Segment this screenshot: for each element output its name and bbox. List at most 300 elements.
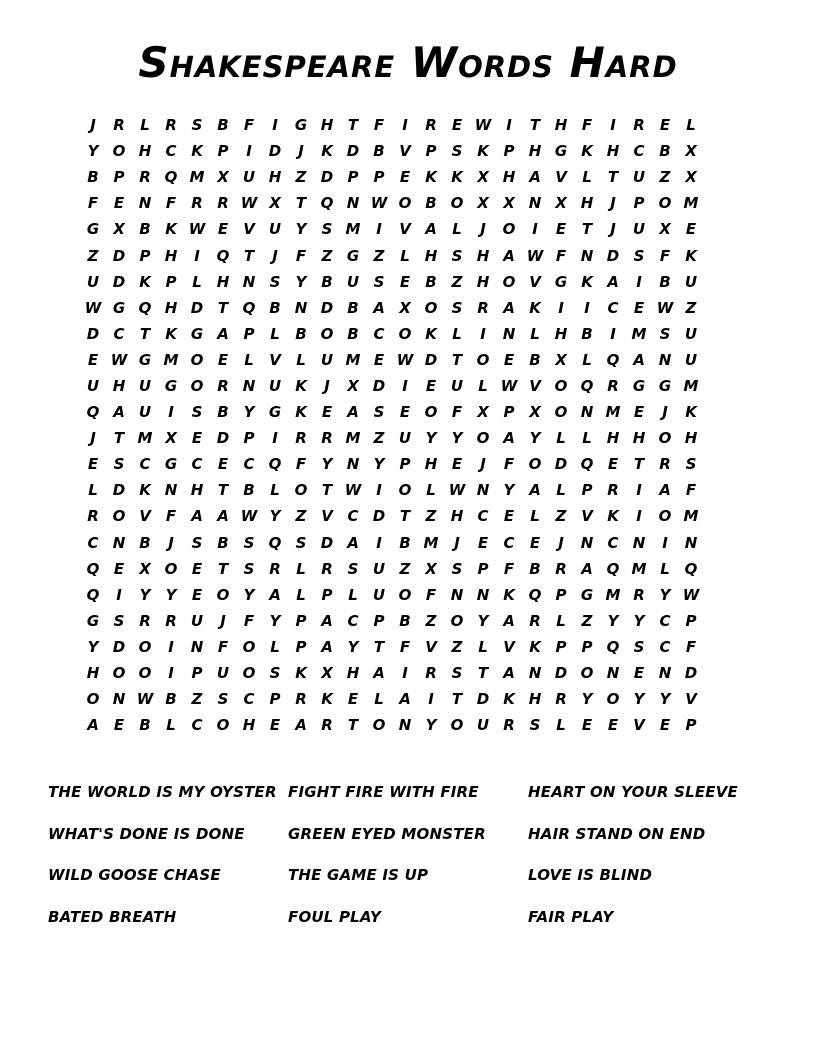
grid-letter[interactable]: F [425, 585, 437, 604]
grid-letter[interactable]: F [295, 246, 307, 265]
grid-letter[interactable]: V [555, 168, 567, 187]
grid-letter[interactable]: H [112, 376, 126, 395]
grid-letter[interactable]: O [424, 403, 438, 422]
grid-letter[interactable]: S [451, 142, 463, 161]
grid-letter[interactable]: C [607, 298, 619, 317]
grid-letter[interactable]: O [554, 376, 568, 395]
grid-letter[interactable]: Y [581, 690, 593, 709]
grid-letter[interactable]: N [502, 324, 516, 343]
grid-letter[interactable]: E [191, 585, 203, 604]
grid-letter[interactable]: E [477, 533, 489, 552]
grid-letter[interactable]: R [191, 194, 203, 213]
grid-letter[interactable]: B [659, 272, 671, 291]
grid-letter[interactable]: N [476, 585, 490, 604]
grid-letter[interactable]: A [373, 664, 385, 683]
grid-letter[interactable]: J [90, 116, 96, 135]
grid-letter[interactable]: U [268, 376, 282, 395]
grid-letter[interactable]: Y [243, 585, 255, 604]
grid-letter[interactable]: W [188, 220, 206, 239]
grid-letter[interactable]: U [216, 664, 230, 683]
grid-letter[interactable]: N [580, 533, 594, 552]
grid-letter[interactable]: K [321, 142, 333, 161]
grid-letter[interactable]: C [113, 324, 125, 343]
grid-letter[interactable]: K [191, 142, 203, 161]
grid-letter[interactable]: F [503, 455, 515, 474]
grid-letter[interactable]: E [87, 455, 99, 474]
grid-letter[interactable]: L [192, 272, 202, 291]
grid-letter[interactable]: D [112, 481, 126, 500]
grid-letter[interactable]: N [528, 194, 542, 213]
grid-letter[interactable]: X [321, 664, 333, 683]
grid-letter[interactable]: V [139, 507, 151, 526]
grid-letter[interactable]: O [190, 376, 204, 395]
grid-letter[interactable]: C [503, 533, 515, 552]
grid-letter[interactable]: Z [425, 507, 437, 526]
grid-letter[interactable]: S [269, 272, 281, 291]
grid-letter[interactable]: X [477, 403, 489, 422]
grid-letter[interactable]: M [683, 194, 699, 213]
grid-letter[interactable]: C [347, 611, 359, 630]
grid-letter[interactable]: R [321, 559, 333, 578]
grid-letter[interactable]: S [295, 533, 307, 552]
grid-letter[interactable]: O [242, 637, 256, 656]
grid-letter[interactable]: N [658, 350, 672, 369]
grid-letter[interactable]: O [424, 298, 438, 317]
grid-letter[interactable]: M [631, 559, 647, 578]
grid-letter[interactable]: R [555, 559, 567, 578]
grid-letter[interactable]: U [372, 585, 386, 604]
grid-letter[interactable]: E [217, 220, 229, 239]
grid-letter[interactable]: S [451, 664, 463, 683]
grid-letter[interactable]: I [246, 142, 252, 161]
grid-letter[interactable]: B [425, 194, 437, 213]
grid-letter[interactable]: G [112, 298, 126, 317]
grid-letter[interactable]: D [372, 376, 386, 395]
grid-letter[interactable]: T [607, 168, 619, 187]
grid-letter[interactable]: P [243, 324, 255, 343]
grid-letter[interactable]: U [632, 220, 646, 239]
grid-letter[interactable]: I [376, 481, 382, 500]
grid-letter[interactable]: L [582, 350, 592, 369]
grid-letter[interactable]: N [450, 585, 464, 604]
grid-letter[interactable]: I [662, 533, 668, 552]
grid-letter[interactable]: D [320, 533, 334, 552]
grid-letter[interactable]: J [558, 533, 564, 552]
grid-letter[interactable]: P [347, 168, 359, 187]
grid-letter[interactable]: G [86, 220, 100, 239]
grid-letter[interactable]: V [399, 142, 411, 161]
grid-letter[interactable]: C [659, 611, 671, 630]
grid-letter[interactable]: X [477, 168, 489, 187]
grid-letter[interactable]: L [400, 246, 410, 265]
grid-letter[interactable]: K [503, 585, 515, 604]
grid-letter[interactable]: N [684, 533, 698, 552]
grid-letter[interactable]: F [243, 611, 255, 630]
grid-letter[interactable]: Q [528, 585, 542, 604]
grid-letter[interactable]: E [529, 533, 541, 552]
grid-letter[interactable]: V [685, 690, 697, 709]
grid-letter[interactable]: J [610, 194, 616, 213]
grid-letter[interactable]: D [112, 246, 126, 265]
grid-letter[interactable]: C [373, 324, 385, 343]
grid-letter[interactable]: R [529, 611, 541, 630]
grid-letter[interactable]: K [503, 690, 515, 709]
grid-letter[interactable]: H [424, 246, 438, 265]
grid-letter[interactable]: D [112, 272, 126, 291]
grid-letter[interactable]: L [686, 116, 696, 135]
grid-letter[interactable]: K [685, 246, 697, 265]
grid-letter[interactable]: S [373, 403, 385, 422]
grid-letter[interactable]: P [503, 403, 515, 422]
grid-letter[interactable]: U [476, 716, 490, 735]
grid-letter[interactable]: E [503, 507, 515, 526]
grid-letter[interactable]: R [607, 376, 619, 395]
grid-letter[interactable]: V [529, 272, 541, 291]
grid-letter[interactable]: J [480, 455, 486, 474]
grid-letter[interactable]: N [658, 664, 672, 683]
grid-letter[interactable]: I [272, 116, 278, 135]
grid-letter[interactable]: X [139, 559, 151, 578]
grid-letter[interactable]: K [139, 481, 151, 500]
grid-letter[interactable]: U [346, 272, 360, 291]
grid-letter[interactable]: J [454, 533, 460, 552]
grid-letter[interactable]: O [658, 194, 672, 213]
grid-letter[interactable]: Q [580, 376, 594, 395]
grid-letter[interactable]: S [529, 716, 541, 735]
grid-letter[interactable]: G [268, 403, 282, 422]
grid-letter[interactable]: N [632, 533, 646, 552]
grid-letter[interactable]: G [580, 585, 594, 604]
grid-letter[interactable]: P [269, 690, 281, 709]
grid-letter[interactable]: O [138, 664, 152, 683]
grid-letter[interactable]: H [502, 168, 516, 187]
grid-letter[interactable]: I [194, 246, 200, 265]
grid-letter[interactable]: V [529, 376, 541, 395]
grid-letter[interactable]: N [346, 194, 360, 213]
grid-letter[interactable]: G [658, 376, 672, 395]
grid-letter[interactable]: Q [86, 585, 100, 604]
grid-letter[interactable]: I [636, 507, 642, 526]
grid-letter[interactable]: Y [425, 716, 437, 735]
grid-letter[interactable]: W [656, 298, 674, 317]
grid-letter[interactable]: H [216, 272, 230, 291]
grid-letter[interactable]: C [347, 507, 359, 526]
grid-letter[interactable]: P [555, 637, 567, 656]
grid-letter[interactable]: F [451, 403, 463, 422]
grid-letter[interactable]: B [87, 168, 99, 187]
grid-letter[interactable]: K [165, 220, 177, 239]
grid-letter[interactable]: P [139, 246, 151, 265]
grid-letter[interactable]: R [633, 116, 645, 135]
grid-letter[interactable]: N [190, 637, 204, 656]
grid-letter[interactable]: P [243, 429, 255, 448]
grid-letter[interactable]: T [477, 664, 489, 683]
grid-letter[interactable]: R [503, 716, 515, 735]
grid-letter[interactable]: E [191, 559, 203, 578]
grid-letter[interactable]: M [605, 403, 621, 422]
grid-letter[interactable]: E [113, 194, 125, 213]
grid-letter[interactable]: D [372, 507, 386, 526]
grid-letter[interactable]: Z [659, 168, 671, 187]
grid-letter[interactable]: G [632, 376, 646, 395]
grid-letter[interactable]: R [165, 116, 177, 135]
grid-letter[interactable]: S [659, 324, 671, 343]
grid-letter[interactable]: P [503, 142, 515, 161]
grid-letter[interactable]: Y [451, 429, 463, 448]
grid-letter[interactable]: R [295, 690, 307, 709]
grid-letter[interactable]: I [584, 298, 590, 317]
grid-letter[interactable]: U [632, 168, 646, 187]
grid-letter[interactable]: O [554, 403, 568, 422]
grid-letter[interactable]: X [217, 168, 229, 187]
grid-letter[interactable]: S [321, 220, 333, 239]
grid-letter[interactable]: J [220, 611, 226, 630]
grid-letter[interactable]: Z [373, 429, 385, 448]
grid-letter[interactable]: S [451, 246, 463, 265]
grid-letter[interactable]: O [450, 194, 464, 213]
grid-letter[interactable]: O [138, 637, 152, 656]
grid-letter[interactable]: S [243, 559, 255, 578]
grid-letter[interactable]: M [345, 350, 361, 369]
grid-letter[interactable]: G [554, 272, 568, 291]
grid-letter[interactable]: Q [606, 637, 620, 656]
grid-letter[interactable]: Z [425, 611, 437, 630]
grid-letter[interactable]: E [399, 403, 411, 422]
grid-letter[interactable]: X [685, 142, 697, 161]
grid-letter[interactable]: K [295, 403, 307, 422]
grid-letter[interactable]: F [373, 116, 385, 135]
grid-letter[interactable]: K [425, 168, 437, 187]
grid-letter[interactable]: W [240, 507, 258, 526]
grid-letter[interactable]: P [165, 272, 177, 291]
grid-letter[interactable]: F [503, 559, 515, 578]
grid-letter[interactable]: O [398, 324, 412, 343]
grid-letter[interactable]: O [294, 481, 308, 500]
grid-letter[interactable]: D [320, 168, 334, 187]
grid-letter[interactable]: E [633, 298, 645, 317]
grid-letter[interactable]: O [398, 585, 412, 604]
grid-letter[interactable]: B [217, 533, 229, 552]
grid-letter[interactable]: O [502, 272, 516, 291]
grid-letter[interactable]: M [683, 376, 699, 395]
grid-letter[interactable]: R [217, 376, 229, 395]
grid-letter[interactable]: F [87, 194, 99, 213]
grid-letter[interactable]: D [684, 664, 698, 683]
grid-letter[interactable]: T [139, 324, 151, 343]
grid-letter[interactable]: X [659, 220, 671, 239]
grid-letter[interactable]: T [633, 455, 645, 474]
grid-letter[interactable]: E [399, 168, 411, 187]
grid-letter[interactable]: O [372, 716, 386, 735]
grid-letter[interactable]: K [529, 298, 541, 317]
grid-letter[interactable]: N [112, 690, 126, 709]
grid-letter[interactable]: A [217, 324, 229, 343]
grid-letter[interactable]: P [217, 142, 229, 161]
grid-letter[interactable]: W [396, 350, 414, 369]
grid-letter[interactable]: Q [86, 559, 100, 578]
grid-letter[interactable]: H [684, 429, 698, 448]
grid-letter[interactable]: Q [164, 168, 178, 187]
grid-letter[interactable]: E [685, 220, 697, 239]
grid-letter[interactable]: S [191, 533, 203, 552]
grid-letter[interactable]: A [347, 533, 359, 552]
grid-letter[interactable]: B [529, 350, 541, 369]
grid-letter[interactable]: N [580, 403, 594, 422]
grid-letter[interactable]: U [372, 559, 386, 578]
grid-letter[interactable]: L [582, 429, 592, 448]
grid-letter[interactable]: R [425, 116, 437, 135]
grid-letter[interactable]: C [191, 455, 203, 474]
grid-letter[interactable]: T [347, 116, 359, 135]
grid-letter[interactable]: Z [191, 690, 203, 709]
grid-letter[interactable]: I [402, 664, 408, 683]
grid-letter[interactable]: D [216, 429, 230, 448]
grid-letter[interactable]: Y [477, 611, 489, 630]
grid-letter[interactable]: B [139, 716, 151, 735]
grid-letter[interactable]: K [321, 690, 333, 709]
grid-letter[interactable]: Y [269, 611, 281, 630]
grid-letter[interactable]: X [529, 403, 541, 422]
grid-letter[interactable]: E [347, 690, 359, 709]
grid-letter[interactable]: O [398, 481, 412, 500]
grid-letter[interactable]: R [477, 298, 489, 317]
grid-letter[interactable]: T [217, 559, 229, 578]
grid-letter[interactable]: E [191, 429, 203, 448]
grid-letter[interactable]: L [426, 481, 436, 500]
grid-letter[interactable]: A [581, 559, 593, 578]
grid-letter[interactable]: U [242, 168, 256, 187]
grid-letter[interactable]: L [244, 350, 254, 369]
grid-letter[interactable]: K [451, 168, 463, 187]
grid-letter[interactable]: J [324, 376, 330, 395]
grid-letter[interactable]: B [373, 142, 385, 161]
grid-letter[interactable]: Y [269, 507, 281, 526]
grid-letter[interactable]: S [347, 559, 359, 578]
grid-letter[interactable]: T [399, 507, 411, 526]
grid-letter[interactable]: J [168, 533, 174, 552]
grid-letter[interactable]: S [269, 664, 281, 683]
grid-letter[interactable]: N [138, 194, 152, 213]
grid-letter[interactable]: I [636, 272, 642, 291]
grid-letter[interactable]: A [503, 246, 515, 265]
grid-letter[interactable]: B [295, 324, 307, 343]
grid-letter[interactable]: E [659, 716, 671, 735]
grid-letter[interactable]: A [633, 350, 645, 369]
grid-letter[interactable]: E [451, 116, 463, 135]
grid-letter[interactable]: E [269, 716, 281, 735]
grid-letter[interactable]: Z [685, 298, 697, 317]
grid-letter[interactable]: P [373, 611, 385, 630]
grid-letter[interactable]: K [581, 142, 593, 161]
grid-letter[interactable]: D [112, 637, 126, 656]
grid-letter[interactable]: L [660, 559, 670, 578]
grid-letter[interactable]: O [86, 690, 100, 709]
grid-letter[interactable]: K [139, 272, 151, 291]
grid-letter[interactable]: E [607, 455, 619, 474]
grid-letter[interactable]: N [606, 664, 620, 683]
grid-letter[interactable]: Z [321, 246, 333, 265]
grid-letter[interactable]: A [425, 220, 437, 239]
grid-letter[interactable]: M [345, 429, 361, 448]
grid-letter[interactable]: E [425, 376, 437, 395]
grid-letter[interactable]: Y [87, 142, 99, 161]
grid-letter[interactable]: A [295, 716, 307, 735]
grid-letter[interactable]: V [269, 350, 281, 369]
grid-letter[interactable]: O [112, 664, 126, 683]
grid-letter[interactable]: H [554, 324, 568, 343]
grid-letter[interactable]: W [370, 194, 388, 213]
grid-letter[interactable]: C [659, 637, 671, 656]
grid-letter[interactable]: L [556, 716, 566, 735]
grid-letter[interactable]: M [163, 350, 179, 369]
grid-letter[interactable]: V [581, 507, 593, 526]
grid-letter[interactable]: P [477, 559, 489, 578]
grid-letter[interactable]: E [217, 350, 229, 369]
grid-letter[interactable]: Z [295, 507, 307, 526]
grid-letter[interactable]: J [662, 403, 668, 422]
grid-letter[interactable]: M [345, 220, 361, 239]
grid-letter[interactable]: V [425, 637, 437, 656]
grid-letter[interactable]: Y [633, 690, 645, 709]
grid-letter[interactable]: K [425, 324, 437, 343]
grid-letter[interactable]: U [320, 350, 334, 369]
grid-letter[interactable]: E [581, 716, 593, 735]
grid-letter[interactable]: R [607, 481, 619, 500]
grid-letter[interactable]: E [87, 350, 99, 369]
grid-letter[interactable]: H [632, 429, 646, 448]
grid-letter[interactable]: R [555, 690, 567, 709]
grid-letter[interactable]: K [529, 637, 541, 656]
grid-letter[interactable]: O [320, 324, 334, 343]
grid-letter[interactable]: H [242, 716, 256, 735]
grid-letter[interactable]: A [503, 611, 515, 630]
grid-letter[interactable]: I [428, 690, 434, 709]
grid-letter[interactable]: L [88, 481, 98, 500]
grid-letter[interactable]: R [139, 168, 151, 187]
grid-letter[interactable]: H [164, 246, 178, 265]
grid-letter[interactable]: S [685, 455, 697, 474]
grid-letter[interactable]: U [190, 611, 204, 630]
grid-letter[interactable]: B [399, 533, 411, 552]
grid-letter[interactable]: M [423, 533, 439, 552]
grid-letter[interactable]: I [168, 637, 174, 656]
grid-letter[interactable]: B [425, 272, 437, 291]
grid-letter[interactable]: Y [295, 220, 307, 239]
grid-letter[interactable]: E [113, 716, 125, 735]
grid-letter[interactable]: Q [86, 403, 100, 422]
grid-letter[interactable]: X [347, 376, 359, 395]
grid-letter[interactable]: Y [607, 611, 619, 630]
grid-letter[interactable]: U [684, 272, 698, 291]
grid-letter[interactable]: Q [606, 350, 620, 369]
grid-letter[interactable]: L [530, 324, 540, 343]
grid-letter[interactable]: Y [503, 481, 515, 500]
grid-letter[interactable]: T [321, 481, 333, 500]
grid-letter[interactable]: M [189, 168, 205, 187]
grid-letter[interactable]: I [402, 376, 408, 395]
grid-letter[interactable]: E [659, 116, 671, 135]
grid-letter[interactable]: X [477, 194, 489, 213]
grid-letter[interactable]: E [451, 455, 463, 474]
grid-letter[interactable]: F [295, 455, 307, 474]
grid-letter[interactable]: I [610, 324, 616, 343]
grid-letter[interactable]: K [477, 142, 489, 161]
grid-letter[interactable]: O [528, 455, 542, 474]
grid-letter[interactable]: J [90, 429, 96, 448]
grid-letter[interactable]: Y [347, 637, 359, 656]
grid-letter[interactable]: I [480, 324, 486, 343]
grid-letter[interactable]: S [113, 611, 125, 630]
